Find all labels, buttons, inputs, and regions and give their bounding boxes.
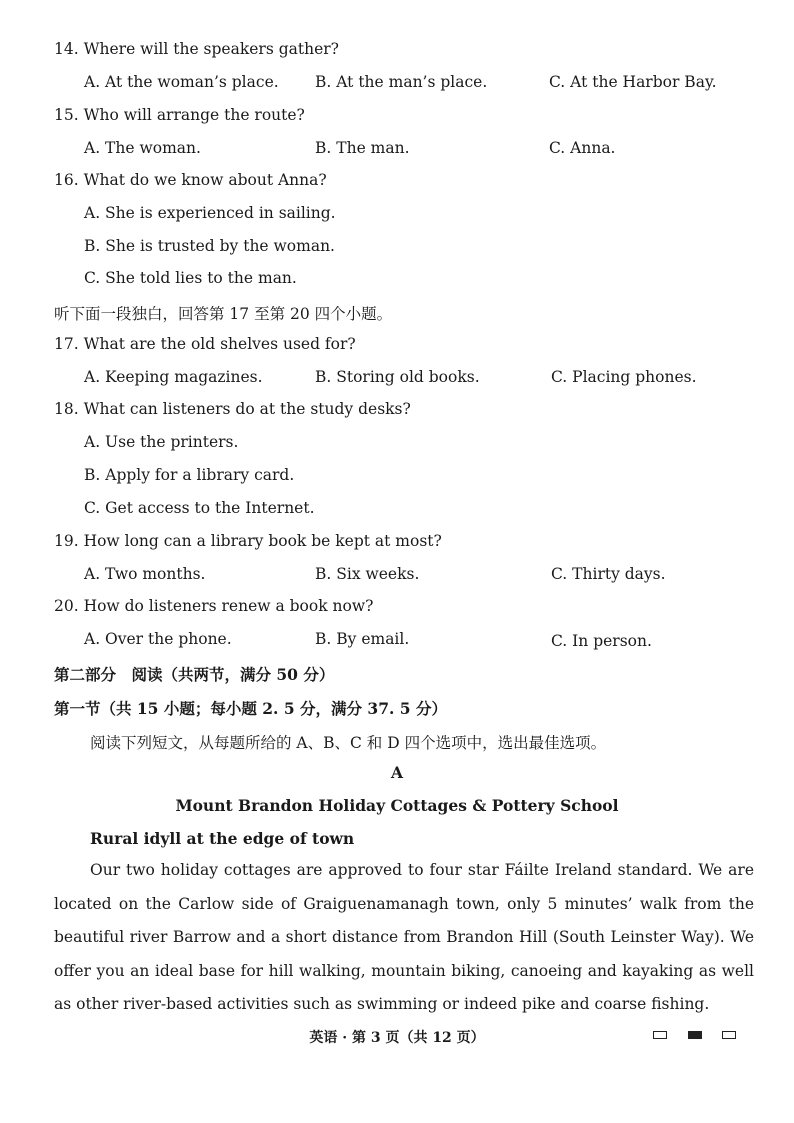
q19-option-b: B. Six weeks. — [315, 565, 420, 583]
q18-option-a: A. Use the printers. — [84, 433, 239, 451]
reading-instruction: 阅读下列短文，从每题所给的 A、B、C 和 D 四个选项中，选出最佳选项。 — [90, 734, 607, 752]
monologue-instruction: 听下面一段独白，回答第 17 至第 20 四个小题。 — [54, 305, 393, 323]
q16-option-c: C. She told lies to the man. — [84, 269, 297, 287]
section-one-heading: 第一节（共 15 小题；每小题 2. 5 分，满分 37. 5 分） — [54, 699, 447, 718]
q20-option-a: A. Over the phone. — [84, 630, 232, 648]
passage-paragraph: Our two holiday cottages are approved to four star Fáilte Ireland standard. We are located on the Carlow side of Graiguenamanagh town, only 5 minutes’ walk from the beautiful river Barrow and a short distance from Brandon Hill (South Leinster Way). We offer you an ideal base for hill walking, mountain biking, canoeing and kayaking as well as other river-based activities such as swimming or indeed pike and coarse fishing. — [54, 861, 754, 1013]
q19-option-c: C. Thirty days. — [551, 565, 666, 583]
passage-title: Mount Brandon Holiday Cottages & Pottery School — [175, 796, 619, 815]
question-14: 14. Where will the speakers gather? — [54, 40, 339, 58]
q17-option-a: A. Keeping magazines. — [84, 368, 263, 386]
q14-option-a: A. At the woman’s place. — [84, 73, 279, 91]
q18-option-b: B. Apply for a library card. — [84, 466, 295, 484]
q15-option-a: A. The woman. — [84, 139, 201, 157]
part-two-heading: 第二部分 阅读（共两节，满分 50 分） — [54, 665, 335, 684]
q14-option-c: C. At the Harbor Bay. — [549, 73, 717, 91]
q17-option-c: C. Placing phones. — [551, 368, 697, 386]
q18-option-c: C. Get access to the Internet. — [84, 499, 315, 517]
passage-letter: A — [390, 763, 404, 782]
question-17: 17. What are the old shelves used for? — [54, 335, 356, 353]
q20-option-b: B. By email. — [315, 630, 410, 648]
q19-option-a: A. Two months. — [84, 565, 206, 583]
q20-option-c: C. In person. — [551, 632, 652, 650]
q15-option-c: C. Anna. — [549, 139, 616, 157]
footer-filled-box-icon — [688, 1031, 702, 1039]
footer-empty-box-icon — [653, 1031, 667, 1039]
q15-option-b: B. The man. — [315, 139, 410, 157]
q17-option-b: B. Storing old books. — [315, 368, 480, 386]
question-20: 20. How do listeners renew a book now? — [54, 597, 374, 615]
question-16: 16. What do we know about Anna? — [54, 171, 327, 189]
passage-subtitle: Rural idyll at the edge of town — [90, 829, 355, 848]
footer-empty-box-icon — [722, 1031, 736, 1039]
q16-option-b: B. She is trusted by the woman. — [84, 237, 335, 255]
question-18: 18. What can listeners do at the study desks? — [54, 400, 411, 418]
question-15: 15. Who will arrange the route? — [54, 106, 305, 124]
q14-option-b: B. At the man’s place. — [315, 73, 488, 91]
question-19: 19. How long can a library book be kept at most? — [54, 532, 442, 550]
q16-option-a: A. She is experienced in sailing. — [84, 204, 336, 222]
page-footer: 英语 · 第 3 页（共 12 页） — [309, 1030, 485, 1046]
